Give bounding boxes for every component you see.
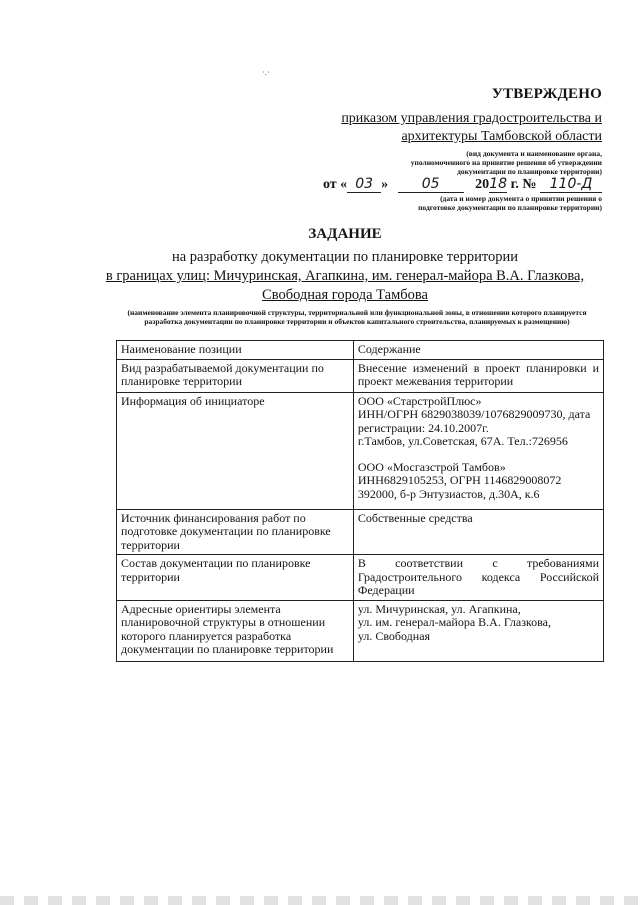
- table-header-cell: Содержание: [353, 341, 603, 360]
- date-mid: »: [381, 177, 389, 192]
- approval-note-line1: (вид документа и наименование органа,: [466, 149, 602, 158]
- initiator-1-name: ООО «СтарстройПлюс»: [357, 393, 482, 408]
- address-line3: ул. Свободная: [357, 628, 431, 643]
- task-line2: в границах улиц: Мичуринская, Агапкина, им. генерал-майора В.А. Глазкова,: [105, 268, 585, 284]
- table-cell: Внесение изменений в проект планировки и проект межевания территории: [353, 359, 603, 392]
- initiator-1-address: г.Тамбов, ул.Советская, 67А. Тел.:726956: [357, 434, 568, 448]
- table-row: [117, 555, 604, 601]
- table-cell: Источник финансирования работ по подготовке документации по планировке территории: [117, 509, 354, 555]
- approval-note-line2: уполномоченного на принятие решения об утверждении: [410, 158, 602, 167]
- table-header-row: [117, 341, 604, 360]
- initiator-2-ids: ИНН6829105253, ОГРН 1146829008072: [357, 473, 562, 487]
- address-line1: ул. Мичуринская, ул. Агапкина,: [357, 601, 521, 616]
- initiator-2-address: 392000, б-р Энтузиастов, д.30А, к.6: [357, 486, 540, 501]
- task-line1: на разработку документации по планировке территории: [171, 249, 519, 265]
- task-line3: Свободная города Тамбова: [262, 287, 428, 303]
- table-cell: В соответствии с требованиями Градостроительного кодекса Российской Федерации: [353, 555, 603, 601]
- approval-block: [302, 86, 602, 176]
- table-row: [117, 392, 604, 509]
- date-prefix: от «: [322, 177, 348, 192]
- task-block: [0, 226, 640, 326]
- table-row: [117, 600, 604, 661]
- task-table: [116, 340, 604, 662]
- table-cell: [353, 600, 603, 661]
- scan-speck: ·.·: [262, 68, 270, 77]
- approval-note-line3: документации по планировке территории): [457, 167, 602, 176]
- table-cell: Информация об инициаторе: [117, 392, 354, 509]
- table-cell: Адресные ориентиры элемента планировочной структуры в отношении которого планируется разработка документации по планировке территории: [117, 600, 354, 661]
- address-line2: ул. им. генерал-майора В.А. Глазкова,: [357, 615, 551, 629]
- task-title: ЗАДАНИЕ: [308, 226, 382, 242]
- table-cell: Состав документации по планировке территории: [117, 555, 354, 601]
- approval-title: УТВЕРЖДЕНО: [491, 86, 602, 102]
- table-row: [117, 359, 604, 392]
- initiator-2-name: ООО «Мосгазстрой Тамбов»: [357, 459, 506, 474]
- task-note: (наименование элемента планировочной структуры, территориальной или функциональной зоны, в отношении которого планируется разработка документации по планировке территории и объектов капитального строительства, планируемых к размещению): [127, 308, 587, 326]
- date-year-prefix: 20: [475, 177, 490, 192]
- document-number: 110-Д: [540, 176, 602, 193]
- date-year-label: г. №: [510, 177, 537, 192]
- table-cell: Вид разрабатываемой документации по планировке территории: [117, 359, 354, 392]
- approval-order-line2: архитектуры Тамбовской области: [401, 129, 602, 144]
- table-header-cell: Наименование позиции: [117, 341, 354, 360]
- date-row: [323, 176, 602, 193]
- date-note-line2: подготовке документации по планировке территории): [418, 203, 602, 212]
- date-year-suffix: 18: [489, 176, 508, 192]
- date-month: 05: [398, 176, 464, 193]
- table-row: [117, 509, 604, 555]
- date-day: 03: [347, 176, 381, 193]
- table-cell: [353, 392, 603, 509]
- initiator-1-ids: ИНН/ОГРН 6829038039/1076829009730, дата регистрации: 24.10.2007г.: [357, 407, 591, 435]
- table-cell: Собственные средства: [353, 509, 603, 555]
- scan-edge-artifact: [0, 896, 640, 905]
- date-note-line1: (дата и номер документа о принятии решения о: [440, 194, 602, 203]
- approval-order-line1: приказом управления градостроительства и: [341, 111, 602, 126]
- date-note: [352, 194, 602, 212]
